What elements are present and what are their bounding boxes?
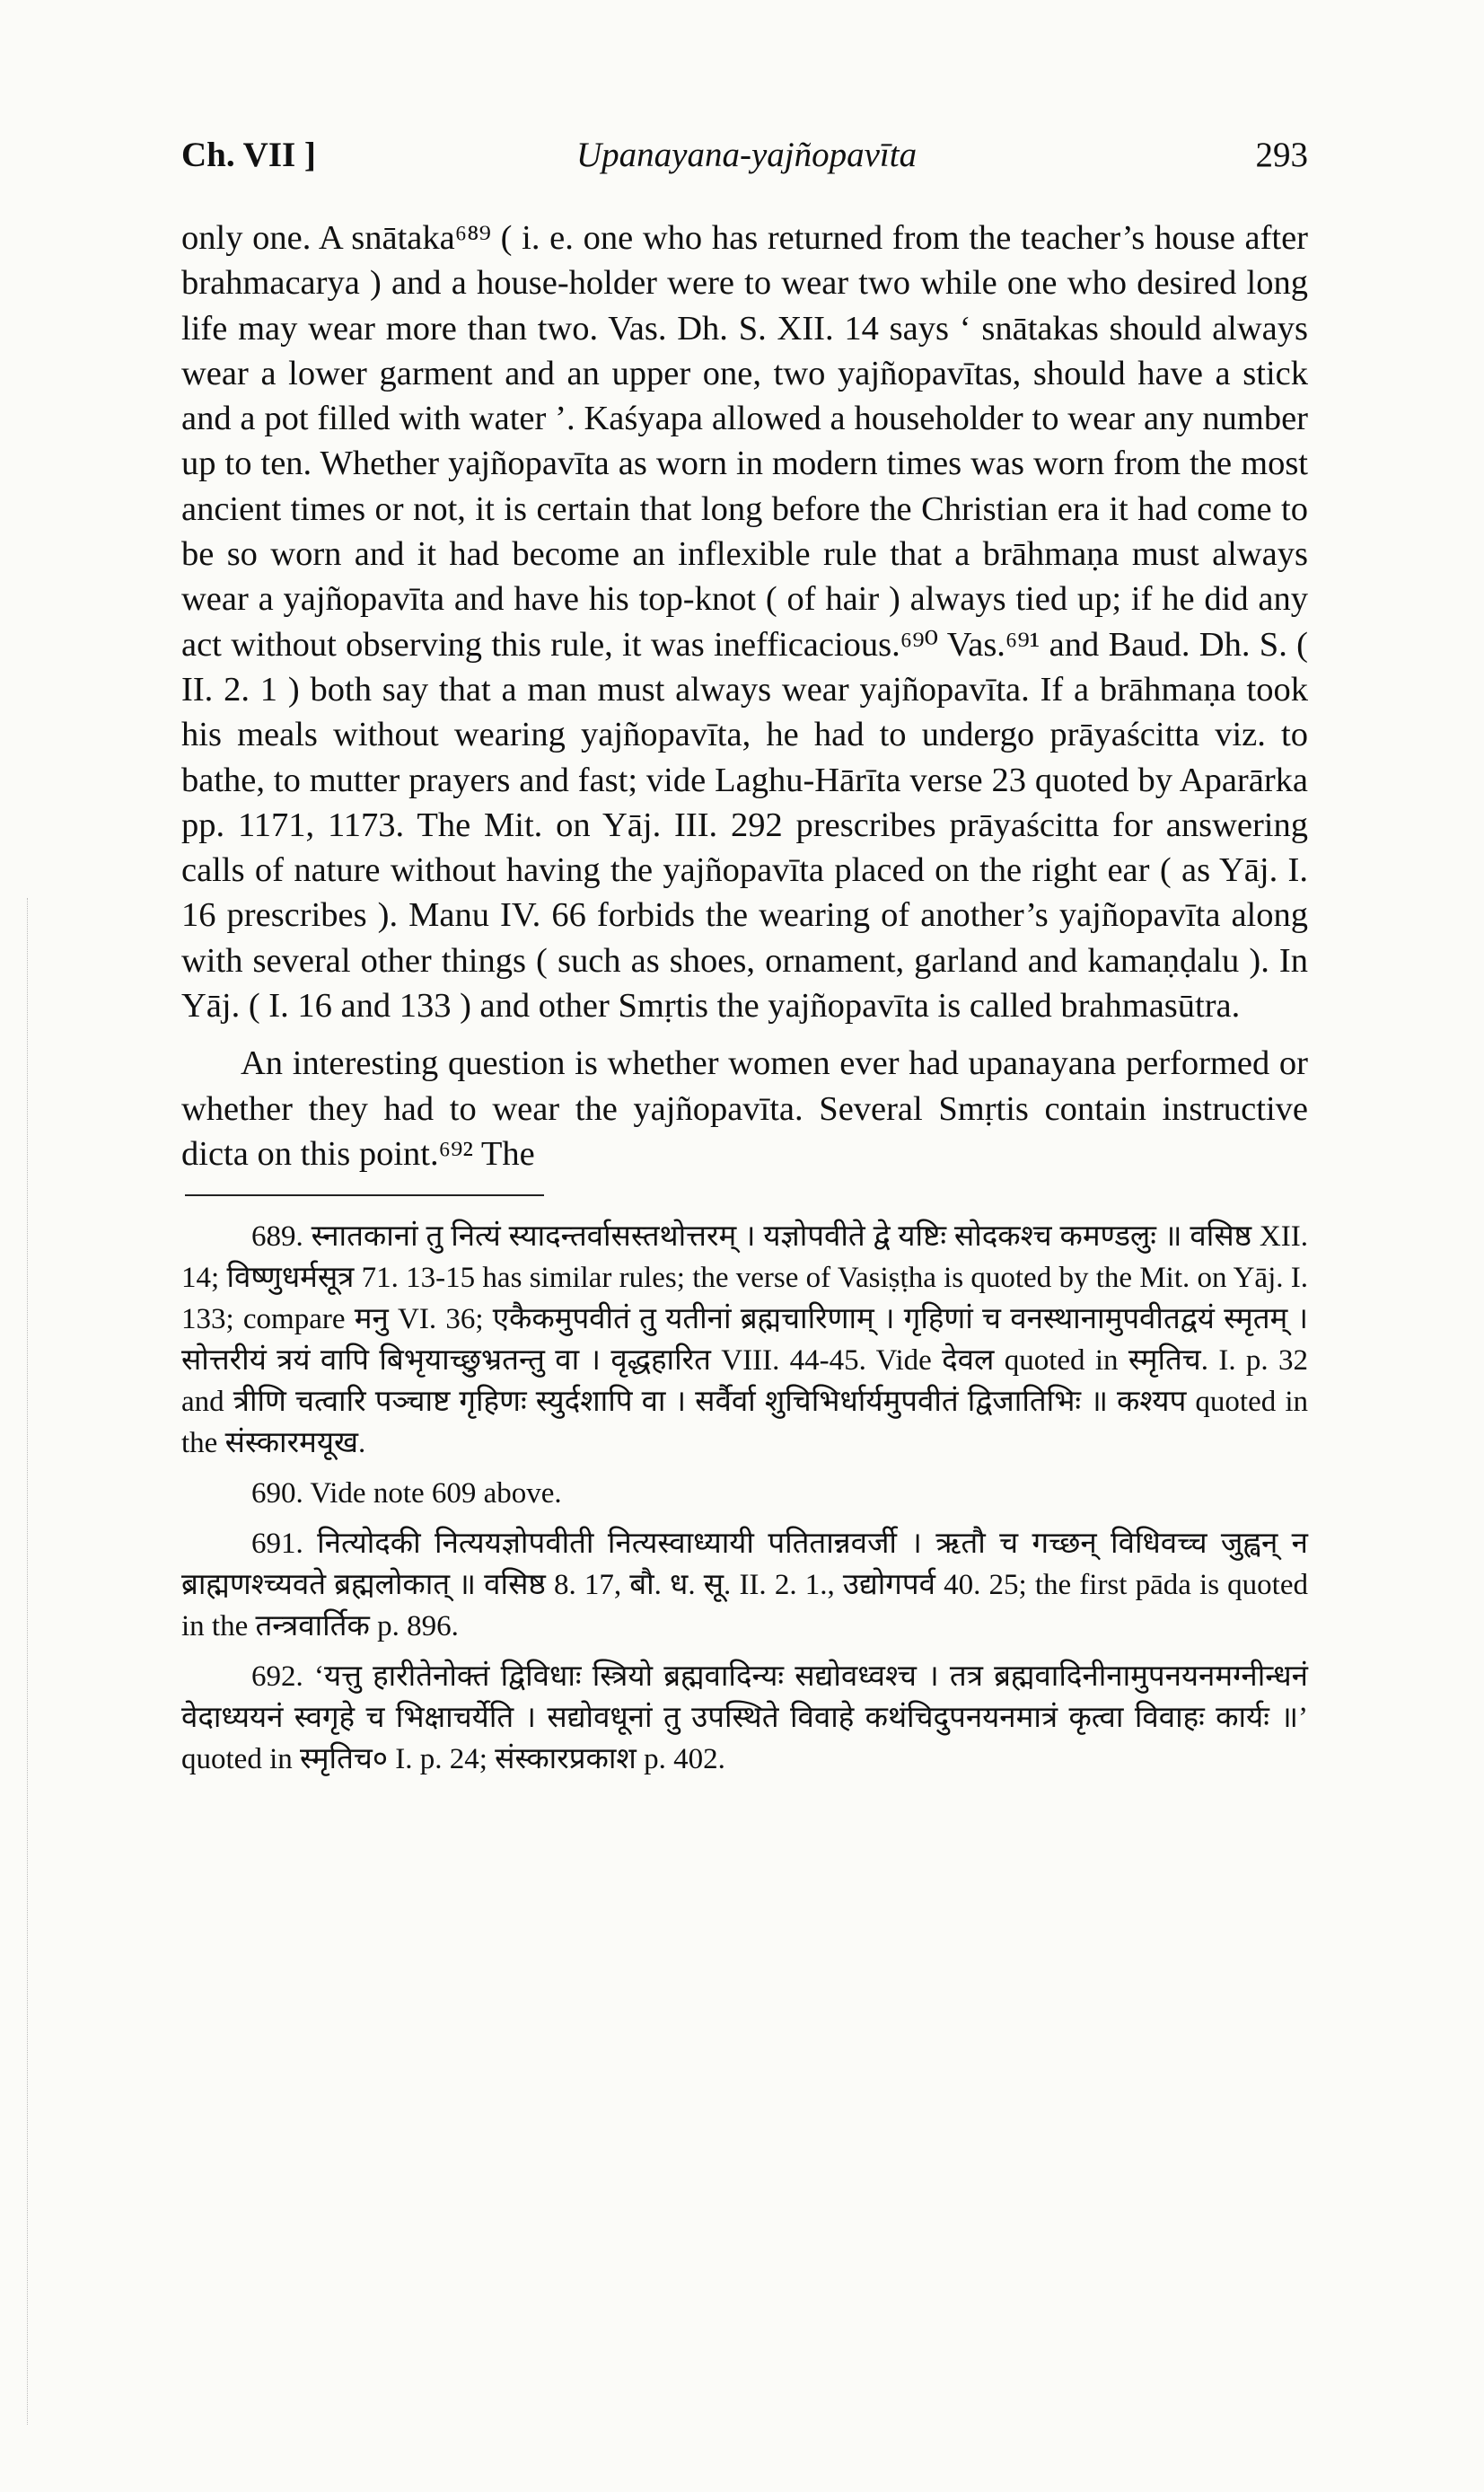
main-text (181, 216, 1308, 1176)
paragraph: An interesting question is whether women ever had upanayana performed or whether they had to wear the yajñopavīta. Several Smṛtis contain instructive dicta on this point.⁶⁹² The (181, 1044, 1308, 1173)
running-title: Upanayana-yajñopavīta (576, 136, 918, 174)
paragraph: only one. A snātaka⁶⁸⁹ ( i. e. one who has returned from the teacher’s house after brahmacarya ) and a house-holder were to wear two while one who desired long life may wear more than two. Vas. Dh. S. XII. 14 says ‘ snātakas should always wear a lower garment and an upper one, two yajñopavītas, should have a stick and a pot filled with water ’. Kaśyapa allowed a householder to wear any number up to ten. Whether yajñopavīta as worn in modern times was worn from the most ancient times or not, it is certain that long before the Christian era it had come to be so worn and it had become an inflexible rule that a brāhmaṇa must always wear a yajñopavīta and have his top-knot ( of hair ) always tied up; if he did any act without observing this rule, it was inefficacious.⁶⁹⁰ Vas.⁶⁹¹ and Baud. Dh. S. ( II. 2. 1 ) both say that a man must always wear yajñopavīta. If a brāhmaṇa took his meals without wearing yajñopavīta, he had to undergo prāyaścitta viz. to bathe, to mutter prayers and fast; vide Laghu-Hārīta verse 23 quoted by Aparārka pp. 1171, 1173. The Mit. on Yāj. III. 292 prescribes prāyaścitta for answering calls of nature without having the yajñopavīta placed on the right ear ( as Yāj. I. 16 prescribes ). Manu IV. 66 forbids the wearing of another’s yajñopavīta along with several other things ( such as shoes, ornament, garland and kamaṇḍalu ). In Yāj. ( I. 16 and 133 ) and other Smṛtis the yajñopavīta is called brahmasūtra. (181, 219, 1308, 1026)
footnote-690: 690. Vide note 609 above. (251, 1477, 562, 1510)
chapter-label: Ch. VII ] (181, 136, 316, 174)
page-number: 293 (1255, 136, 1308, 174)
footnote-689: 689. स्नातकानां तु नित्यं स्यादन्तर्वासस्तथोत्तरम् । यज्ञोपवीते द्वे यष्टिः सोदकश्च कमण्डलुः ॥ वसिष्ठ XII. 14; विष्णुधर्मसूत्र 71. 13-15 has similar rules; the verse of Vasiṣṭha is quoted by the Mit. on Yāj. I. 133; compare मनु VI. 36; एकैकमुपवीतं तु यतीनां ब्रह्मचारिणाम् । गृहिणां च वनस्थानामुपवीतद्वयं स्मृतम् । सोत्तरीयं त्रयं वापि बिभृयाच्छुभ्रतन्तु वा । वृद्धहारित VIII. 44-45. Vide देवल quoted in स्मृतिच. I. p. 32 and त्रीणि चत्वारि पञ्चाष्ट गृहिणः स्युर्दशापि वा । सर्वैर्वा शुचिभिर्धार्यमुपवीतं द्विजातिभिः ॥ कश्यप quoted in the संस्कारमयूख. (181, 1220, 1308, 1460)
footnote-691: 691. नित्योदकी नित्ययज्ञोपवीती नित्यस्वाध्यायी पतितान्नवर्जी । ऋतौ च गच्छन् विधिवच्च जुह्वन् न ब्राह्मणश्च्यवते ब्रह्मलोकात् ॥ वसिष्ठ 8. 17, बौ. ध. सू. II. 2. 1., उद्योगपर्व 40. 25; the first pāda is quoted in the तन्त्रवार्तिक p. 896. (181, 1528, 1308, 1643)
footnotes (181, 1216, 1308, 1780)
footnote-rule (185, 1194, 544, 1196)
book-page (181, 135, 1308, 1789)
footnote-692: 692. ‘यत्तु हारीतेनोक्तं द्विविधाः स्त्रियो ब्रह्मवादिन्यः सद्योवध्वश्च । तत्र ब्रह्मवादिनीनामुपनयनमग्नीन्धनं वेदाध्ययनं स्वगृहे च भिक्षाचर्येति । सद्योवधूनां तु उपस्थिते विवाहे कथंचिदुपनयनमात्रं कृत्वा विवाहः कार्यः ॥’ quoted in स्मृतिच० I. p. 24; संस्कारप्रकाश p. 402. (181, 1660, 1308, 1776)
running-head (181, 135, 1308, 189)
margin-dotted-line (27, 898, 28, 2425)
